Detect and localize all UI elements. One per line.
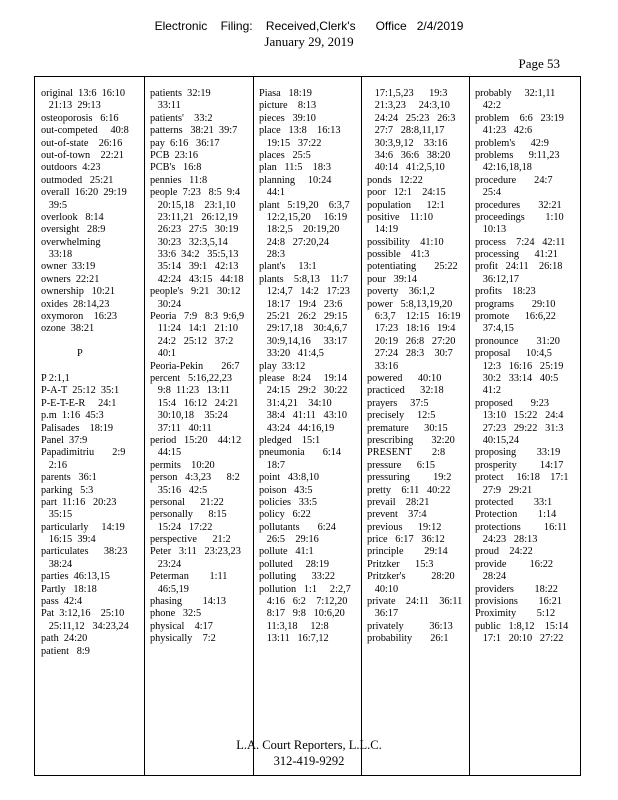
index-entry-line: permits 10:20 [150,459,215,471]
index-entry-line: 17:23 18:16 19:4 [367,323,456,335]
index-entry-line: 11:3,18 12:8 [259,620,329,632]
index-entry-line: pollution 1:1 2:2,7 [259,583,351,595]
index-entry-line: out-competed 40:8 [41,125,129,137]
index-entry-line: possibility 41:10 [367,236,444,248]
index-entry-line: point 43:8,10 [259,472,320,484]
index-entry-line: 24:2 25:12 37:2 [150,335,234,347]
index-entry-line: 40:10 [367,583,399,595]
index-entry-line: owner 33:19 [41,261,96,273]
index-entry-line: phasing 14:13 [150,596,227,608]
index-entry-line: pretty 6:11 40:22 [367,484,451,496]
index-entry-line: P-E-T-E-R 24:1 [41,397,117,409]
index-entry-line: out-of-state 26:16 [41,137,123,149]
index-entry-line: 12:4,7 14:2 17:23 [259,286,350,298]
index-entry-line: patient 8:9 [41,645,90,657]
index-entry-line: place 13:8 16:13 [259,125,341,137]
index-entry-line: price 6:17 36:12 [367,534,445,546]
index-entry-line: 30:24 [150,298,182,310]
index-entry-line: 4:16 6:2 7:12,20 [259,596,348,608]
index-entry-line: planning 10:24 [259,174,332,186]
index-entry-line: 29:17,18 30:4,6,7 [259,323,348,335]
index-entry-line: parties 46:13,15 [41,571,110,583]
index-entry-line: physical 4:17 [150,620,213,632]
index-table [34,76,581,776]
index-entry-line: positive 11:10 [367,211,433,223]
index-entry-line: poor 12:1 24:15 [367,187,446,199]
index-entry-line: 20:15,18 23:1,10 [150,199,236,211]
index-entry-line: policies 33:5 [259,496,318,508]
transcript-date: January 29, 2019 [264,34,354,49]
index-entry-line: programs 29:10 [475,298,556,310]
index-entry-line: 28:24 [475,571,507,583]
index-column-1 [41,88,141,775]
index-entry-line: 36:12,17 [475,273,520,285]
index-entry-line: 19:15 37:22 [259,137,322,149]
index-entry-line: poison 43:5 [259,484,313,496]
index-entry-line: problem 6:6 23:19 [475,112,564,124]
index-entry-line: path 24:20 [41,633,88,645]
index-entry-line: original 13:6 16:10 [41,88,126,99]
index-entry-line: period 15:20 44:12 [150,434,242,446]
index-entry-line: prayers 37:5 [367,397,429,409]
index-entry-line: 44:15 [150,447,182,459]
index-entry-line: owners 22:21 [41,273,100,285]
index-entry-line: promote 16:6,22 [475,311,556,323]
index-entry-line: 30:9,14,16 33:17 [259,335,348,347]
index-entry-line: proposal 10:4,5 [475,348,552,360]
index-entry-line: outdoors 4:23 [41,162,101,174]
index-entry-line: 42:24 43:15 44:18 [150,273,244,285]
index-entry-line: 40:1 [150,348,177,360]
index-entry-line: prosperity 14:17 [475,459,564,471]
index-entry-line: 2:16 [41,459,68,471]
index-entry-line: prescribing 32:20 [367,434,455,446]
index-entry-line: 42:2 [475,100,502,112]
index-entry-line: places 25:5 [259,149,311,161]
index-entry-line: 12:3 16:16 25:19 [475,360,564,372]
page-number: Page 53 [518,56,560,71]
index-entry-line: parents 36:1 [41,472,97,484]
index-entry-line: proud 24:22 [475,546,533,558]
index-entry-line: proposed 9:23 [475,397,550,409]
index-entry-line: people's 9:21 30:12 [150,286,241,298]
index-entry-line: 46:5,19 [150,583,189,595]
index-entry-line: P 2:1,1 [41,372,70,384]
index-entry-line: 33:11 [150,100,181,112]
index-entry-line: polluting 33:22 [259,571,336,583]
index-entry-line: 27:7 28:8,11,17 [367,125,445,137]
index-entry-line: PRESENT 2:8 [367,447,446,459]
index-entry-line: 44:1 [259,187,286,199]
index-entry-line: pollute 41:1 [259,546,314,558]
index-entry-line: 38:4 41:11 43:10 [259,410,348,422]
index-entry-line: 23:11,21 26:12,19 [150,211,238,223]
index-entry-line: polluted 28:19 [259,558,330,570]
index-entry-line: process 7:24 42:11 [475,236,566,248]
index-entry-line: 18:7 [259,459,286,471]
index-entry-line: possible 41:3 [367,249,430,261]
court-reporter-phone: 312-419-9292 [273,754,345,768]
index-entry-line: 41:23 42:6 [475,125,533,137]
index-entry-line: 30:3,9,12 33:16 [367,137,448,149]
index-entry-line: 13:10 15:22 24:4 [475,410,564,422]
index-entry-line: P-A-T 25:12 35:1 [41,385,120,397]
index-column-5 [475,88,579,775]
index-entry-line: 11:24 14:1 21:10 [150,323,239,335]
index-entry-line: pressuring 19:2 [367,472,452,484]
column-divider [253,77,254,775]
index-entry-line: pledged 15:1 [259,434,321,446]
index-entry-line: problems 9:11,23 [475,149,560,161]
index-entry-line: osteoporosis 6:16 [41,112,119,124]
index-entry-line: 30:2 33:14 40:5 [475,372,559,384]
column-divider [469,77,470,775]
index-column-2 [150,88,250,775]
index-entry-line: 40:14 41:2,5,10 [367,162,445,174]
index-entry-line: 9:8 11:23 13:11 [150,385,230,397]
index-entry-line: PCB 23:16 [150,149,199,161]
index-entry-line: 39:5 [41,199,68,211]
index-entry-line: 43:24 44:16,19 [259,422,335,434]
index-entry-line: 33:16 [367,360,399,372]
index-entry-line: part 11:16 20:23 [41,496,117,508]
index-entry-line: provide 16:22 [475,558,554,570]
index-entry-line: 18:2,5 20:19,20 [259,224,340,236]
index-entry-line: 30:10,18 35:24 [150,410,228,422]
index-entry-line: precisely 12:5 [367,410,436,422]
index-entry-line: 20:19 26:8 27:20 [367,335,456,347]
index-entry-line: providers 18:22 [475,583,558,595]
index-entry-line: person 4:3,23 8:2 [150,472,240,484]
index-entry-line: plants 5:8,13 11:7 [259,273,349,285]
index-entry-line: please 8:24 19:14 [259,372,348,384]
index-entry-line: problem's 42:9 [475,137,549,149]
index-entry-line: PCB's 16:8 [150,162,202,174]
index-entry-line: physically 7:2 [150,633,216,645]
index-entry-line: Protection 1:14 [475,509,557,521]
index-entry-line: protections 16:11 [475,521,567,533]
index-entry-line: 24:23 28:13 [475,534,538,546]
index-entry-line: 15:24 17:22 [150,521,213,533]
index-entry-line: probability 26:1 [367,633,449,645]
index-entry-line: Pritzker 15:3 [367,558,434,570]
index-entry-line: proposing 33:19 [475,447,561,459]
filing-stamp-header: Electronic Filing: Received,Clerk's Office 2/4/2019 [154,19,464,33]
index-entry-line: population 12:1 [367,199,445,211]
index-entry-line: outmoded 25:21 [41,174,114,186]
index-entry-line: Piasa 18:19 [259,88,312,99]
index-entry-line: proceedings 1:10 [475,211,564,223]
index-entry-line: 27:24 28:3 30:7 [367,348,453,360]
index-entry-line: 6:3,7 12:15 16:19 [367,311,461,323]
index-entry-line: 38:24 [41,558,73,570]
index-entry-line: 21:13 29:13 [41,100,101,112]
index-entry-line: pieces 39:10 [259,112,316,124]
index-column-4 [367,88,467,775]
index-entry-line: 28:3 [259,249,286,261]
index-entry-line: provisions 16:21 [475,596,562,608]
index-entry-line: ponds 12:22 [367,174,423,186]
index-entry-line: overlook 8:14 [41,211,104,223]
index-entry-line: pressure 6:15 [367,459,436,471]
index-entry-line: parking 5:3 [41,484,94,496]
index-entry-line: 27:9 29:21 [475,484,533,496]
index-entry-line: patterns 38:21 39:7 [150,125,238,137]
index-entry-line: pneumonia 6:14 [259,447,342,459]
index-entry-line: Peoria 7:9 8:3 9:6,9 [150,311,245,323]
index-entry-line: plant 5:19,20 6:3,7 [259,199,350,211]
index-entry-line: pronounce 31:20 [475,335,560,347]
index-entry-line: 30:23 32:3,5,14 [150,236,228,248]
index-entry-line: oversight 28:9 [41,224,106,236]
index-entry-line: 25:11,12 34:23,24 [41,620,129,632]
index-entry-line: overwhelming [41,236,101,248]
index-entry-line: 41:2 [475,385,502,397]
index-entry-line: 12:2,15,20 16:19 [259,211,348,223]
index-entry-line: 27:23 29:22 31:3 [475,422,564,434]
index-entry-line: previous 19:12 [367,521,442,533]
index-entry-line: potentiating 25:22 [367,261,458,273]
index-entry-line [41,361,141,373]
index-entry-line: profit 24:11 26:18 [475,261,563,273]
index-entry-line: patients' 33:2 [150,112,213,124]
column-divider [361,77,362,775]
index-entry-line: 34:6 36:6 38:20 [367,149,451,161]
index-entry-line: 24:24 25:23 26:3 [367,112,456,124]
index-entry-line: personally 8:15 [150,509,227,521]
index-entry-line: 33:6 34:2 35:5,13 [150,249,239,261]
index-entry-line: 26:5 29:16 [259,534,319,546]
index-entry-line: Peterman 1:11 [150,571,228,583]
index-entry-line: 18:17 19:4 23:6 [259,298,343,310]
index-entry-line: protected 33:1 [475,496,553,508]
index-entry-line: P [41,348,83,360]
index-entry-line: 17:1,5,23 19:3 [367,88,448,99]
index-entry-line: 13:11 16:7,12 [259,633,329,645]
index-entry-line: phone 32:5 [150,608,202,620]
index-entry-line: prevent 37:4 [367,509,427,521]
index-entry-line: policy 6:22 [259,509,311,521]
index-entry-line: 31:4,21 34:10 [259,397,332,409]
index-entry-line: Papadimitriu 2:9 [41,447,126,459]
index-entry-line: probably 32:1,11 [475,88,556,99]
index-entry-line: pass 42:4 [41,596,83,608]
index-entry-line: 23:24 [150,558,182,570]
index-entry-line: practiced 32:18 [367,385,444,397]
index-entry-line: 37:4,15 [475,323,514,335]
index-entry-line: plan 11:5 18:3 [259,162,331,174]
index-entry-line: ownership 10:21 [41,286,116,298]
index-entry-line: powered 40:10 [367,372,442,384]
index-entry-line: play 33:12 [259,360,306,372]
index-entry-line: 24:8 27:20,24 [259,236,330,248]
index-entry-line: procedures 32:21 [475,199,562,211]
index-entry-line: patients 32:19 [150,88,211,99]
index-column-3 [259,88,359,775]
index-entry-line: Peoria-Pekin 26:7 [150,360,240,372]
index-entry-line: pour 39:14 [367,273,418,285]
index-entry-line: ozone 38:21 [41,323,95,335]
index-entry-line: Pritzker's 28:20 [367,571,455,583]
index-entry-line: 8:17 9:8 10:6,20 [259,608,345,620]
index-entry-line: principle 29:14 [367,546,448,558]
index-entry-line: Pat 3:12,16 25:10 [41,608,125,620]
index-entry-line: 14:19 [367,224,399,236]
index-entry-line: 40:15,24 [475,434,520,446]
index-entry-line: perspective 21:2 [150,534,231,546]
index-entry-line: prevail 28:21 [367,496,430,508]
index-entry-line: public 1:8,12 15:14 [475,620,569,632]
index-entry-line: particularly 14:19 [41,521,125,533]
index-entry-line: premature 30:15 [367,422,448,434]
index-entry-line: oxymoron 16:23 [41,311,118,323]
index-entry-line: 15:4 16:12 24:21 [150,397,239,409]
index-entry-line: 35:16 42:5 [150,484,208,496]
index-entry-line: pay 6:16 36:17 [150,137,220,149]
index-entry-line: 26:23 27:5 30:19 [150,224,239,236]
index-entry-line: overall 16:20 29:19 [41,187,127,199]
index-entry-line: 25:4 [475,187,502,199]
index-entry-line: particulates 38:23 [41,546,128,558]
index-entry-line: poverty 36:1,2 [367,286,435,298]
index-entry-line: picture 8:13 [259,100,317,112]
column-divider [144,77,145,775]
index-entry-line: 25:21 26:2 29:15 [259,311,348,323]
index-entry-line: 17:1 20:10 27:22 [475,633,564,645]
index-entry-line: personal 21:22 [150,496,224,508]
index-entry-line: oxides 28:14,23 [41,298,110,310]
index-entry-line: percent 5:16,22,23 [150,372,233,384]
index-entry-line: Peter 3:11 23:23,23 [150,546,241,558]
court-reporter-name: L.A. Court Reporters, L.L.C. [236,738,382,752]
index-entry-line: p.m 1:16 45:3 [41,410,104,422]
index-entry-line: 36:17 [367,608,399,620]
index-entry-line: 16:15 39:4 [41,534,96,546]
index-entry-line: 24:15 29:2 30:22 [259,385,348,397]
index-entry-line: power 5:8,13,19,20 [367,298,453,310]
index-entry-line: out-of-town 22:21 [41,149,124,161]
index-entry-line: private 24:11 36:11 [367,596,463,608]
index-entry-line: pennies 11:8 [150,174,208,186]
index-entry-line: procedure 24:7 [475,174,553,186]
index-entry-line: Palisades 18:19 [41,422,114,434]
index-entry-line: processing 41:21 [475,249,558,261]
index-entry-line: Partly 18:18 [41,583,97,595]
index-entry-line: 37:11 40:11 [150,422,212,434]
index-entry-line: 10:13 [475,224,507,236]
index-entry-line: 35:14 39:1 42:13 [150,261,239,273]
index-entry-line: Panel 37:9 [41,434,88,446]
index-entry-line: 33:20 41:4,5 [259,348,324,360]
index-entry-line: 33:18 [41,249,73,261]
index-entry-line: protect 16:18 17:1 [475,472,569,484]
index-entry-line: 42:16,18,18 [475,162,532,174]
index-entry-line: privately 36:13 [367,620,453,632]
index-entry-line: Proximity 5:12 [475,608,556,620]
index-entry-line [41,336,141,348]
index-entry-line: people 7:23 8:5 9:4 [150,187,241,199]
index-entry-line: pollutants 6:24 [259,521,336,533]
index-entry-line: 35:15 [41,509,73,521]
index-entry-line: 21:3,23 24:3,10 [367,100,450,112]
index-entry-line: profits 18:23 [475,286,536,298]
index-entry-line: plant's 13:1 [259,261,317,273]
